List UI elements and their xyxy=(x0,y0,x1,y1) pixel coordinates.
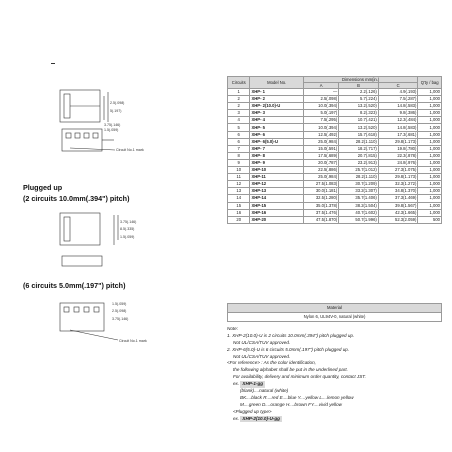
cell-circuits: 3 xyxy=(228,110,250,117)
table-row xyxy=(228,167,442,174)
cell-model: XHP-20 xyxy=(250,216,303,223)
plugged-up-heading: Plugged up xyxy=(23,183,63,192)
example-2 xyxy=(227,416,447,423)
cell-a: 37.5(1.476) xyxy=(303,209,338,216)
cell-qty: 1,000 xyxy=(418,124,442,131)
cell-model: XHP- 5 xyxy=(250,124,303,131)
cell-a: 27.5(1.083) xyxy=(303,181,338,188)
bottom-circuit-note: Circuit No.1 mark xyxy=(119,339,147,343)
cell-qty: 1,000 xyxy=(418,117,442,124)
example-1-code: XHP-1-gg xyxy=(242,381,264,387)
table-row xyxy=(228,103,442,110)
cell-qty: 1,000 xyxy=(418,110,442,117)
cell-c: 39.8(1.567) xyxy=(378,202,418,209)
cell-c: 12.3(.484) xyxy=(378,117,418,124)
cell-model: XHP- 2(10.0)-U xyxy=(250,103,303,110)
table-row xyxy=(228,96,442,103)
table-row xyxy=(228,216,442,223)
cell-c: 4.9(.193) xyxy=(378,89,418,96)
reference-line-2: the following alphabet shall be put in the underlined part. xyxy=(233,367,348,373)
example-1-label: ex. xyxy=(233,381,240,387)
cell-model: XHP-15 xyxy=(250,202,303,209)
cell-qty: 1,000 xyxy=(418,159,442,166)
cell-circuits: 2 xyxy=(228,96,250,103)
cell-c: 24.8(.976) xyxy=(378,159,418,166)
cell-qty: 1,000 xyxy=(418,202,442,209)
cell-a: 15.0(.591) xyxy=(303,145,338,152)
cell-circuits: 1 xyxy=(228,89,250,96)
cell-a: 25.0(.984) xyxy=(303,174,338,181)
table-row xyxy=(228,110,442,117)
cell-qty: 1,000 xyxy=(418,195,442,202)
note-1b: Not UL/CSA/TUV approved. xyxy=(233,339,291,345)
cell-a: 35.0(1.378) xyxy=(303,202,338,209)
cell-a: 17.5(.689) xyxy=(303,152,338,159)
cell-circuits: 7 xyxy=(228,145,250,152)
cell-model: XHP- 1 xyxy=(250,89,303,96)
cell-b: 50.7(1.996) xyxy=(339,216,379,223)
table-row xyxy=(228,124,442,131)
cell-circuits: 13 xyxy=(228,188,250,195)
header-b: B xyxy=(339,83,379,89)
colors-line-2: M....green D....orange H....brown FY....vivid yellow xyxy=(240,401,342,407)
cell-model: XHP-16 xyxy=(250,209,303,216)
cell-model: XHP- 4 xyxy=(250,117,303,124)
cell-a: 47.5(1.870) xyxy=(303,216,338,223)
example-2-code: XHP-2(10.0)-U-gg xyxy=(242,415,280,421)
table-row xyxy=(228,195,442,202)
cell-a: 7.5(.295) xyxy=(303,117,338,124)
table-row xyxy=(228,181,442,188)
cell-circuits: 5 xyxy=(228,124,250,131)
cell-b: 13.2(.520) xyxy=(339,124,379,131)
header-circuits: Circuits xyxy=(228,77,250,89)
cell-a: 10.0(.394) xyxy=(303,103,338,110)
mid-dim-2: 8.5(.335) xyxy=(120,227,135,231)
cell-c: 14.8(.583) xyxy=(378,103,418,110)
cell-model: XHP-14 xyxy=(250,195,303,202)
colors-line-1: BK....black R....red E....blue Y....yellow L....lemon yellow xyxy=(240,394,354,400)
cell-qty: 1,000 xyxy=(418,209,442,216)
cell-model: XHP- 3 xyxy=(250,110,303,117)
cell-c: 52.3(2.059) xyxy=(378,216,418,223)
table-row xyxy=(228,89,442,96)
cell-circuits: 8 xyxy=(228,152,250,159)
header-a: A xyxy=(303,83,338,89)
cell-circuits: 2 xyxy=(228,103,250,110)
example-2-label: ex. xyxy=(233,415,240,421)
mid-dim-3: 1.5(.059) xyxy=(120,235,135,239)
cell-qty: 500 xyxy=(418,216,442,223)
cell-circuits: 16 xyxy=(228,209,250,216)
mid-dim-1: 3.75(.146) xyxy=(120,220,137,224)
cell-b: 35.7(1.406) xyxy=(339,195,379,202)
example-1 xyxy=(227,381,447,388)
cell-model: XHP- 9 xyxy=(250,159,303,166)
cell-c: 29.8(1.173) xyxy=(378,174,418,181)
cell-b: 23.2(.913) xyxy=(339,159,379,166)
spec-table-body xyxy=(228,89,442,224)
cell-circuits: 4 xyxy=(228,117,250,124)
cell-qty: 1,000 xyxy=(418,131,442,138)
cell-qty: 1,000 xyxy=(418,145,442,152)
six-circuits-heading: (6 circuits 5.0mm(.197") pitch) xyxy=(23,281,126,290)
material-header: Material xyxy=(228,304,442,313)
cell-b: 38.2(1.504) xyxy=(339,202,379,209)
cell-c: 34.8(1.370) xyxy=(378,188,418,195)
table-row xyxy=(228,152,442,159)
material-value: Nylon 6, UL94V-0, natural (white) xyxy=(228,313,442,322)
cell-qty: 1,000 xyxy=(418,152,442,159)
cell-circuits: 6 xyxy=(228,138,250,145)
bottom-dim-3: 3.75(.146) xyxy=(112,317,129,321)
bottom-dim-2: 2.5(.098) xyxy=(112,309,127,313)
blank-note: (blank)....natural (white) xyxy=(240,388,289,394)
header-model: Model No. xyxy=(250,77,303,89)
cell-circuits: 20 xyxy=(228,216,250,223)
cell-circuits: 14 xyxy=(228,195,250,202)
cell-model: XHP-11 xyxy=(250,174,303,181)
cell-circuits: 6 xyxy=(228,131,250,138)
cell-qty: 1,000 xyxy=(418,138,442,145)
cell-b: 18.2(.717) xyxy=(339,145,379,152)
cell-b: 8.2(.323) xyxy=(339,110,379,117)
cell-c: 37.3(1.469) xyxy=(378,195,418,202)
cell-qty: 1,000 xyxy=(418,96,442,103)
cell-qty: 1,000 xyxy=(418,188,442,195)
cell-c: 7.5(.287) xyxy=(378,96,418,103)
cell-qty: 1,000 xyxy=(418,89,442,96)
cell-circuits: 11 xyxy=(228,174,250,181)
note-1: 1. XHP-2(10.0)-U is 2 circuits 10.0mm(.394") pitch plugged up. xyxy=(227,332,355,338)
cell-model: XHP-10 xyxy=(250,167,303,174)
spec-table xyxy=(227,76,442,224)
cell-a: 30.0(1.181) xyxy=(303,188,338,195)
table-row xyxy=(228,138,442,145)
table-row xyxy=(228,131,442,138)
cell-b: 2.2(.126) xyxy=(339,89,379,96)
cell-a: — xyxy=(303,89,338,96)
plugged-up-type: <Plugged up type> xyxy=(233,408,272,414)
top-dim-3: 3.75(.146) xyxy=(104,123,121,127)
reference-line: <For reference> : As the color identification, xyxy=(227,360,316,366)
cell-b: 20.7(.815) xyxy=(339,152,379,159)
notes xyxy=(227,326,447,422)
table-row xyxy=(228,174,442,181)
cell-a: 22.5(.886) xyxy=(303,167,338,174)
table-row xyxy=(228,145,442,152)
cell-qty: 1,000 xyxy=(418,103,442,110)
reference-line-3: For availability, delivery and minimum order quantity, contact JST. xyxy=(233,374,366,380)
cell-b: 33.2(1.307) xyxy=(339,188,379,195)
notes-title: Note: xyxy=(227,326,238,331)
two-circuits-heading: (2 circuits 10.0mm(.394") pitch) xyxy=(23,194,130,203)
cell-b: 25.7(1.012) xyxy=(339,167,379,174)
cell-b: 15.7(.618) xyxy=(339,131,379,138)
cell-b: 10.7(.421) xyxy=(339,117,379,124)
cell-a: 2.5(.098) xyxy=(303,96,338,103)
table-row xyxy=(228,188,442,195)
cell-b: 40.7(1.602) xyxy=(339,209,379,216)
table-row xyxy=(228,117,442,124)
cell-circuits: 9 xyxy=(228,159,250,166)
cell-b: 28.2(1.110) xyxy=(339,138,379,145)
top-circuit-note: Circuit No.1 mark xyxy=(116,148,144,152)
cell-a: 10.0(.394) xyxy=(303,124,338,131)
cell-b: 30.7(1.209) xyxy=(339,181,379,188)
cell-b: 5.7(.224) xyxy=(339,96,379,103)
cell-a: 20.0(.787) xyxy=(303,159,338,166)
header-qty: Q'ty / bag xyxy=(418,77,442,89)
cell-c: 32.3(1.272) xyxy=(378,181,418,188)
cell-a: 32.5(1.280) xyxy=(303,195,338,202)
cell-circuits: 10 xyxy=(228,167,250,174)
top-dim-2: 5(.197) xyxy=(110,109,122,113)
cell-c: 9.8(.386) xyxy=(378,110,418,117)
cell-model: XHP- 8 xyxy=(250,152,303,159)
note-2b: Not UL/CSA/TUV approved. xyxy=(233,353,291,359)
note-2: 2. XHP-6(5.0)-U is 6 circuits 5.0mm(.197") pitch plugged up. xyxy=(227,346,350,352)
cell-b: 28.2(1.110) xyxy=(339,174,379,181)
cell-model: XHP- 6 xyxy=(250,131,303,138)
table-row xyxy=(228,159,442,166)
cell-model: XHP-13 xyxy=(250,188,303,195)
cell-qty: 1,000 xyxy=(418,174,442,181)
top-dim-1: 2.5(.098) xyxy=(110,101,125,105)
cell-c: 14.8(.583) xyxy=(378,124,418,131)
cell-c: 22.3(.878) xyxy=(378,152,418,159)
cell-model: XHP-12 xyxy=(250,181,303,188)
cell-model: XHP- 2 xyxy=(250,96,303,103)
table-row xyxy=(228,202,442,209)
cell-circuits: 15 xyxy=(228,202,250,209)
cell-c: 29.8(1.173) xyxy=(378,138,418,145)
cell-a: 12.5(.492) xyxy=(303,131,338,138)
cell-c: 42.3(1.665) xyxy=(378,209,418,216)
cell-circuits: 12 xyxy=(228,181,250,188)
cell-qty: 1,000 xyxy=(418,167,442,174)
material-table xyxy=(227,303,442,322)
table-row xyxy=(228,209,442,216)
cell-a: 25.0(.984) xyxy=(303,138,338,145)
cell-c: 17.3(.681) xyxy=(378,131,418,138)
cell-c: 19.8(.780) xyxy=(378,145,418,152)
cell-qty: 1,000 xyxy=(418,181,442,188)
header-c: C xyxy=(378,83,418,89)
cell-model: XHP- 7 xyxy=(250,145,303,152)
top-dim-4: 1.5(.059) xyxy=(104,128,119,132)
bottom-dim-1: 1.5(.059) xyxy=(112,302,127,306)
cell-b: 13.2(.520) xyxy=(339,103,379,110)
cell-a: 5.0(.197) xyxy=(303,110,338,117)
cell-model: XHP- 6(5.0)-U xyxy=(250,138,303,145)
header-dimensions: Dimensions mm(in.) xyxy=(303,77,417,83)
cell-c: 27.3(1.075) xyxy=(378,167,418,174)
